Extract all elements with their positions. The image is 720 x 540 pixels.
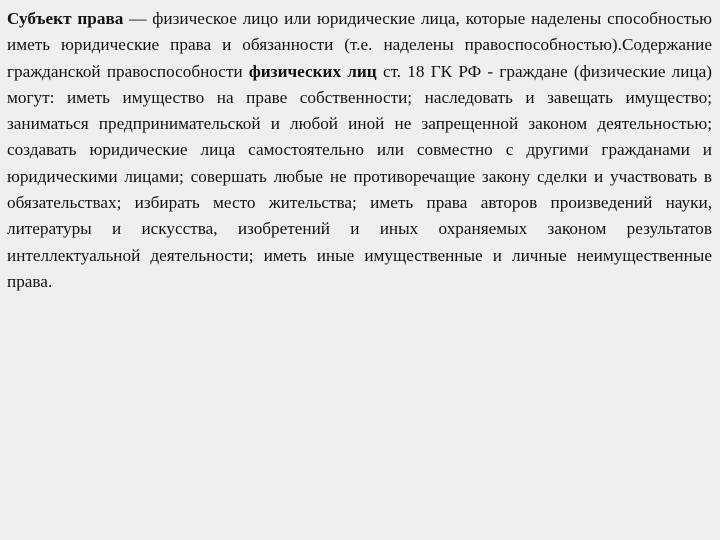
content-body-text: ст. 18 ГК РФ - граждане (физические лица) могут: иметь имущество на праве собственности; наследовать и завещать имущество; заниматься предпринимательской и любой иной не запрещенной законом деятельностью; создавать юридические лица самостоятельно или совместно с другими гражданами и юридическими лицами; совершать любые не противоречащие закону сделки и участвовать в обязательствах; избирать место жительства; иметь права авторов произведений науки, литературы и искусства, изобретений и иных охраняемых законом результатов интеллектуальной деятельности; иметь иные имущественные и личные неимущественные права. bbox=[7, 61, 712, 291]
definition-text: — физическое лицо или юридические лица, которые наделены способностью иметь юридические права и обязанности (т.е. наделены правоспособностью). bbox=[7, 9, 712, 55]
body-paragraph bbox=[7, 0, 712, 295]
content-intro-text: Содержание гражданской правоспособности bbox=[7, 35, 712, 81]
term-subject-of-law: Субъект права bbox=[7, 9, 124, 28]
term-natural-persons: физических лиц bbox=[248, 61, 377, 81]
